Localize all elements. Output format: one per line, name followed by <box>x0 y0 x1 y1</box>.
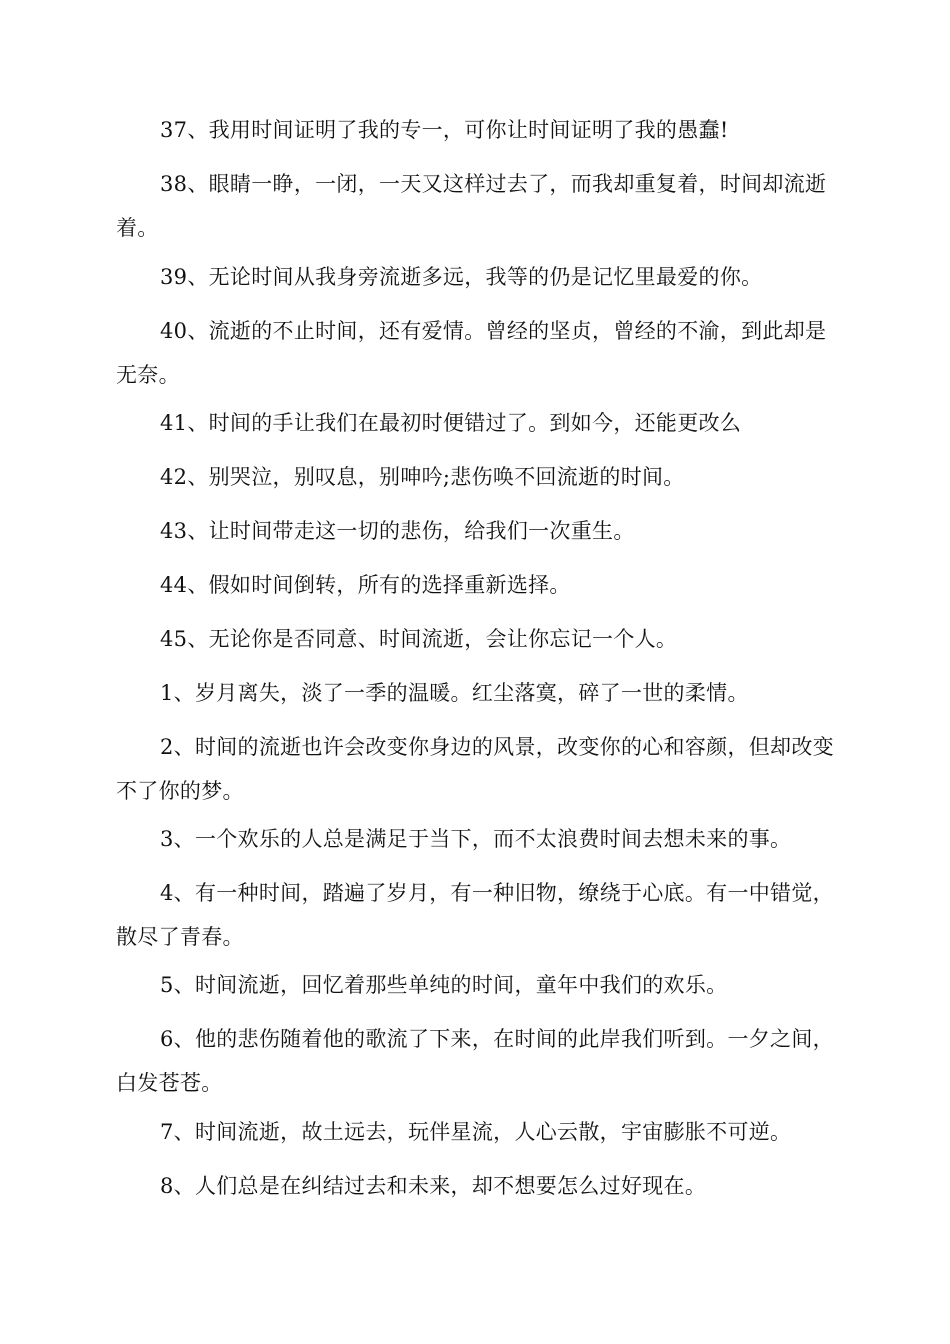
paragraph-3: 3、一个欢乐的人总是满足于当下，而不太浪费时间去想未来的事。 <box>160 827 792 851</box>
paragraph-44: 44、假如时间倒转，所有的选择重新选择。 <box>160 573 571 597</box>
paragraph-38: 38、眼睛一睁，一闭，一天又这样过去了，而我却重复着，时间却流逝着。 <box>116 172 827 240</box>
paragraph-41: 41、时间的手让我们在最初时便错过了。到如今，还能更改么 <box>160 411 742 435</box>
paragraph-43: 43、让时间带走这一切的悲伤，给我们一次重生。 <box>160 519 635 543</box>
paragraph-42: 42、别哭泣，别叹息，别呻吟;悲伤唤不回流逝的时间。 <box>160 465 685 489</box>
paragraph-45: 45、无论你是否同意、时间流逝，会让你忘记一个人。 <box>160 627 678 651</box>
paragraph-7: 7、时间流逝，故土远去，玩伴星流，人心云散，宇宙膨胀不可逆。 <box>160 1120 792 1144</box>
paragraph-40: 40、流逝的不止时间，还有爱情。曾经的坚贞，曾经的不渝，到此却是无奈。 <box>116 319 827 387</box>
paragraph-4: 4、有一种时间，踏遍了岁月，有一种旧物，缭绕于心底。有一中错觉，散尽了青春。 <box>116 881 834 949</box>
paragraph-5: 5、时间流逝，回忆着那些单纯的时间，童年中我们的欢乐。 <box>160 973 728 997</box>
paragraph-39: 39、无论时间从我身旁流逝多远，我等的仍是记忆里最爱的你。 <box>160 265 763 289</box>
paragraph-6: 6、他的悲伤随着他的歌流了下来，在时间的此岸我们听到。一夕之间，白发苍苍。 <box>116 1027 834 1095</box>
paragraph-1: 1、岁月离失，淡了一季的温暖。红尘落寞，碎了一世的柔情。 <box>160 681 749 705</box>
paragraph-8: 8、人们总是在纠结过去和未来，却不想要怎么过好现在。 <box>160 1174 707 1198</box>
paragraph-2: 2、时间的流逝也许会改变你身边的风景，改变你的心和容颜，但却改变不了你的梦。 <box>116 735 834 803</box>
paragraph-37: 37、我用时间证明了我的专一，可你让时间证明了我的愚蠢! <box>160 118 729 142</box>
